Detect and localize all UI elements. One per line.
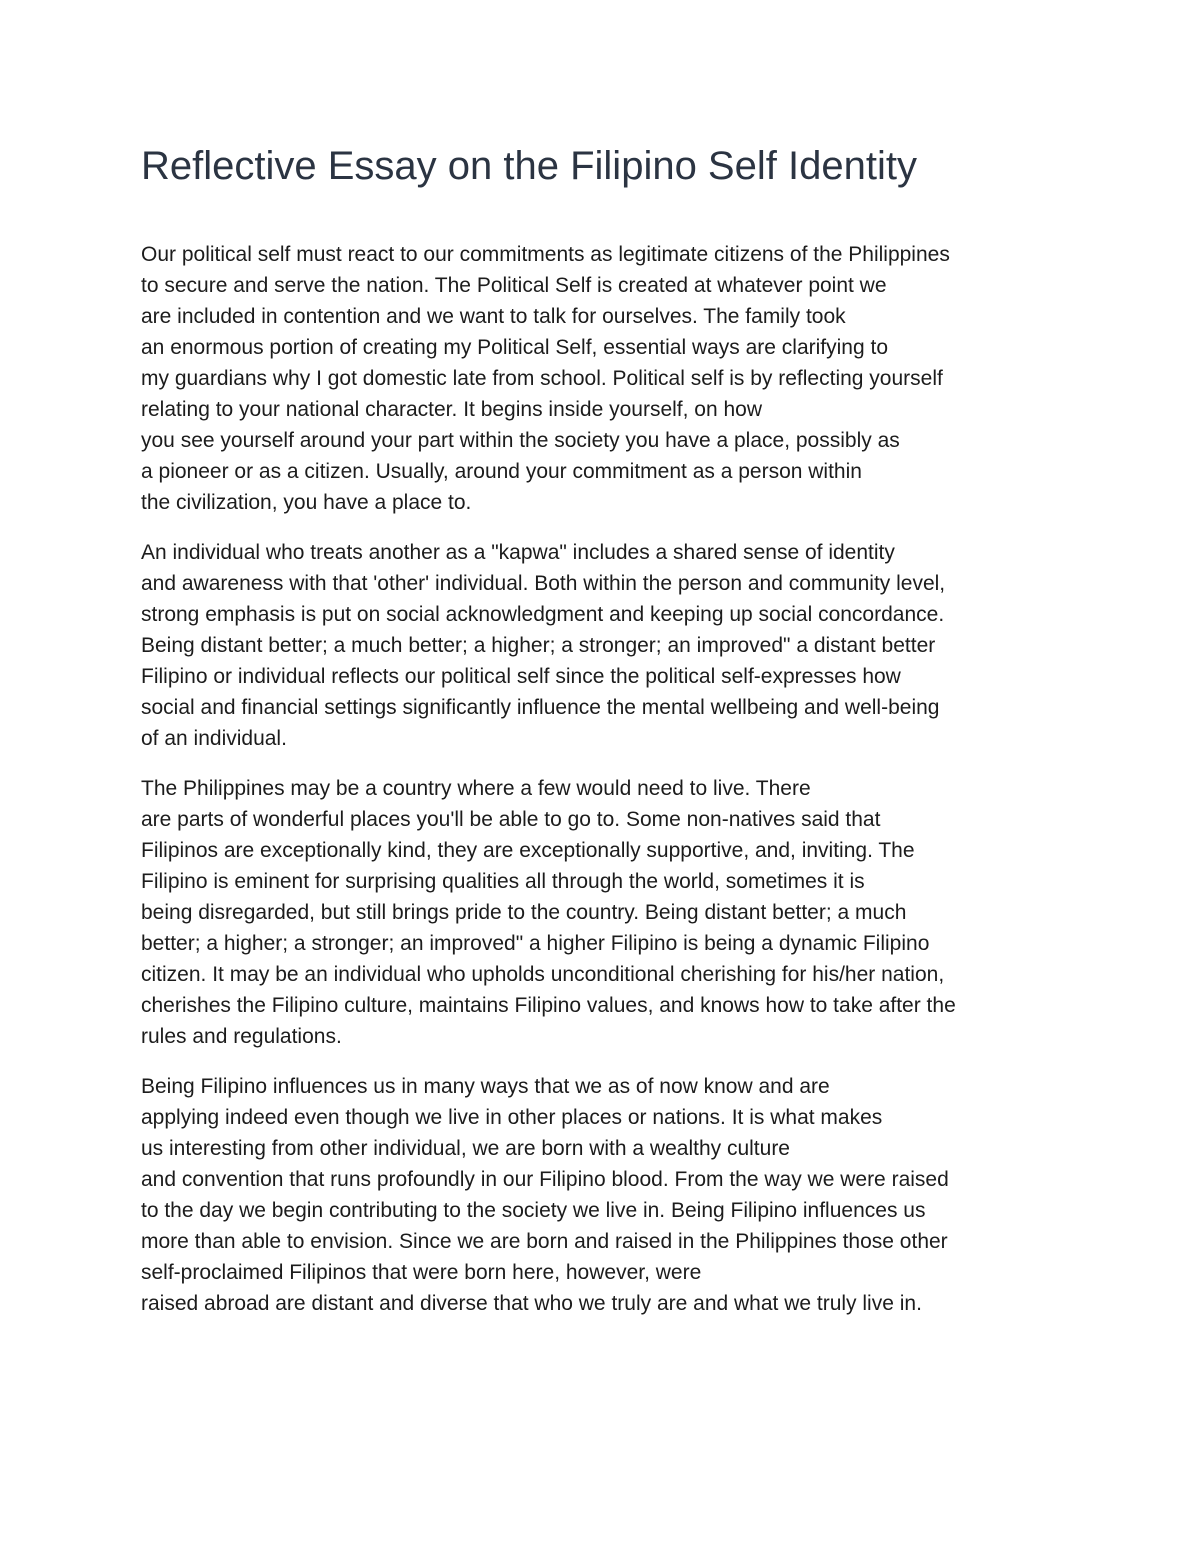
text-line: citizen. It may be an individual who upholds unconditional cherishing for his/her nation, — [141, 963, 945, 986]
text-line: Being Filipino influences us in many ways that we as of now know and are — [141, 1075, 830, 1098]
paragraph-2 — [141, 537, 1141, 754]
text-line: The Philippines may be a country where a few would need to live. There — [141, 777, 811, 800]
text-line: Filipinos are exceptionally kind, they are exceptionally supportive, and, inviting. The — [141, 839, 915, 862]
text-line: strong emphasis is put on social acknowledgment and keeping up social concordance. — [141, 603, 945, 626]
text-line: social and financial settings significantly influence the mental wellbeing and well-being — [141, 696, 940, 719]
text-line: an enormous portion of creating my Political Self, essential ways are clarifying to — [141, 336, 889, 359]
text-line: rules and regulations. — [141, 1025, 342, 1048]
text-line: An individual who treats another as a "kapwa" includes a shared sense of identity — [141, 541, 895, 564]
text-line: to the day we begin contributing to the society we live in. Being Filipino influences us — [141, 1199, 926, 1222]
text-line: Filipino is eminent for surprising qualities all through the world, sometimes it is — [141, 870, 865, 893]
paragraph-3 — [141, 773, 1141, 1052]
text-line: Filipino or individual reflects our political self since the political self-expresses how — [141, 665, 901, 688]
text-line: us interesting from other individual, we are born with a wealthy culture — [141, 1137, 790, 1160]
paragraph-1 — [141, 239, 1141, 518]
text-line: and convention that runs profoundly in our Filipino blood. From the way we were raised — [141, 1168, 949, 1191]
text-line: raised abroad are distant and diverse that who we truly are and what we truly live in. — [141, 1292, 922, 1315]
text-line: the civilization, you have a place to. — [141, 491, 472, 514]
paragraph-4 — [141, 1071, 1141, 1319]
text-line: my guardians why I got domestic late from school. Political self is by reflecting yourself — [141, 367, 943, 390]
essay-body — [141, 239, 1141, 1338]
text-line: better; a higher; a stronger; an improved" a higher Filipino is being a dynamic Filipino — [141, 932, 930, 955]
document-title: Reflective Essay on the Filipino Self Identity — [141, 144, 917, 188]
text-line: applying indeed even though we live in other places or nations. It is what makes — [141, 1106, 883, 1129]
text-line: being disregarded, but still brings pride to the country. Being distant better; a much — [141, 901, 907, 924]
text-line: self-proclaimed Filipinos that were born here, however, were — [141, 1261, 702, 1284]
text-line: relating to your national character. It begins inside yourself, on how — [141, 398, 763, 421]
text-line: and awareness with that 'other' individual. Both within the person and community level, — [141, 572, 946, 595]
text-line: to secure and serve the nation. The Political Self is created at whatever point we — [141, 274, 887, 297]
text-line: of an individual. — [141, 727, 287, 750]
text-line: a pioneer or as a citizen. Usually, around your commitment as a person within — [141, 460, 862, 483]
text-line: cherishes the Filipino culture, maintains Filipino values, and knows how to take after the — [141, 994, 956, 1017]
text-line: are parts of wonderful places you'll be able to go to. Some non-natives said that — [141, 808, 881, 831]
text-line: more than able to envision. Since we are born and raised in the Philippines those other — [141, 1230, 948, 1253]
text-line: are included in contention and we want to talk for ourselves. The family took — [141, 305, 846, 328]
text-line: you see yourself around your part within the society you have a place, possibly as — [141, 429, 900, 452]
text-line: Our political self must react to our commitments as legitimate citizens of the Philippines — [141, 243, 950, 266]
text-line: Being distant better; a much better; a higher; a stronger; an improved" a distant better — [141, 634, 936, 657]
